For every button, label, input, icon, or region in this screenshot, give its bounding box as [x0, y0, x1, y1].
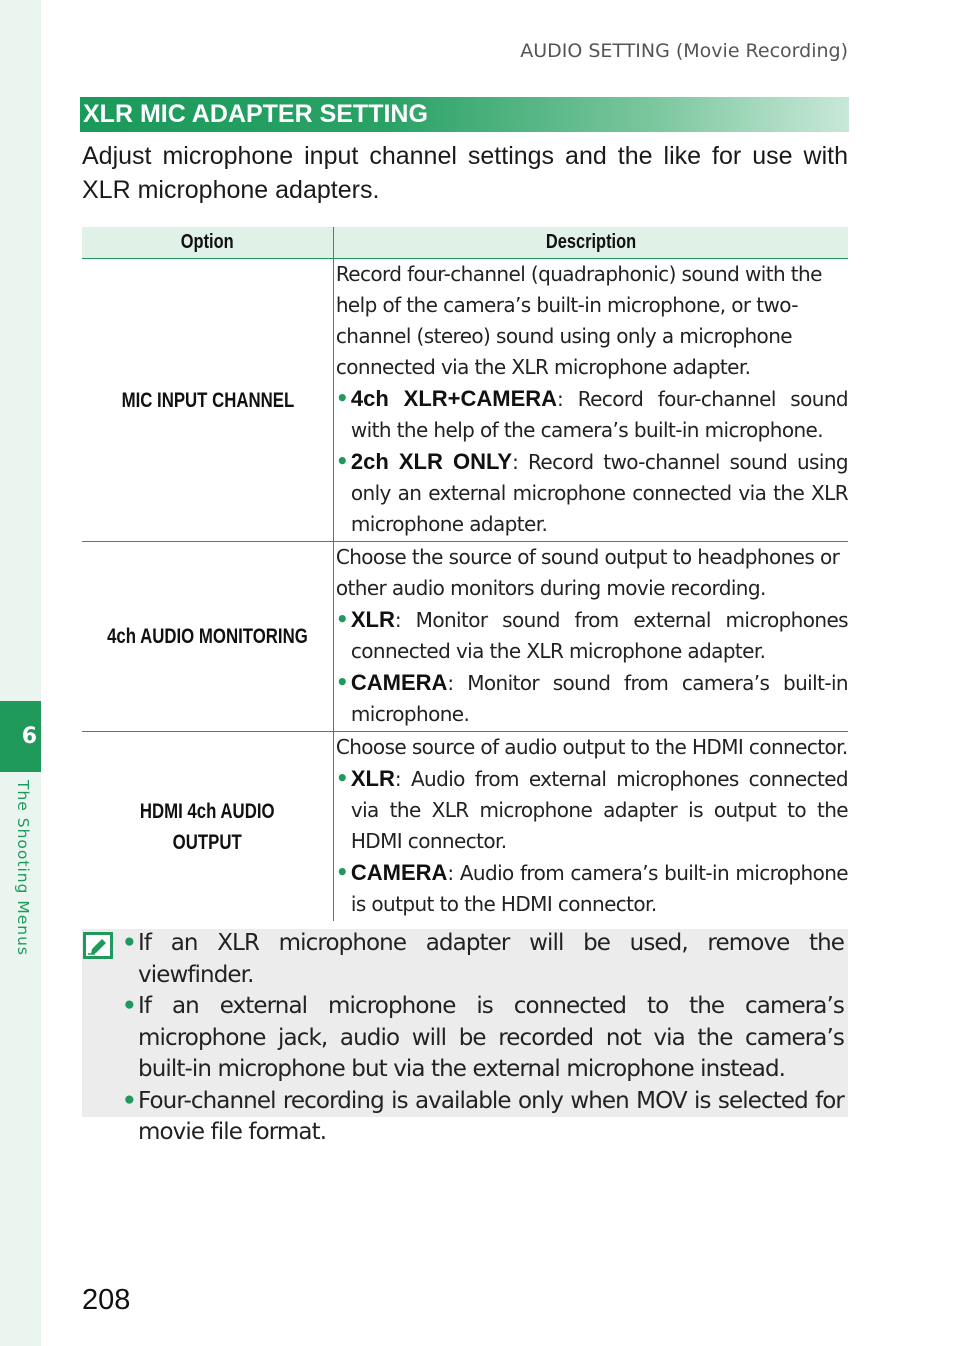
option-description — [333, 732, 848, 922]
setting-text: : Audio from camera’s built-in microphone is output to the HDMI connector. — [350, 861, 848, 916]
header-option: Option — [82, 227, 333, 259]
list-item — [336, 446, 848, 540]
note-box — [82, 929, 848, 1145]
setting-text: : Monitor sound from camera’s built-in microphone. — [350, 671, 848, 726]
chapter-tab — [0, 701, 41, 772]
table-row — [82, 259, 848, 542]
bullet: • — [335, 449, 349, 473]
side-margin — [0, 0, 41, 1346]
setting-text: : Record two-channel sound using only an external microphone connected via the XLR microphone adapter. — [350, 450, 848, 536]
setting-term: XLR — [350, 766, 395, 791]
list-item — [336, 857, 848, 920]
note-pencil-icon — [83, 932, 113, 959]
setting-term: XLR — [350, 607, 395, 632]
note-text: If an external microphone is connected to the camera’s microphone jack, audio will be recorded not via the camera’s built-in microphone but via the external microphone instead. — [138, 993, 844, 1082]
setting-term: CAMERA — [350, 670, 448, 695]
bullet: • — [335, 670, 349, 694]
option-name: MIC INPUT CHANNEL — [82, 259, 333, 542]
list-item — [122, 1086, 844, 1149]
bullet: • — [122, 1087, 137, 1114]
setting-term: CAMERA — [350, 860, 448, 885]
option-description — [333, 259, 848, 542]
option-description — [333, 542, 848, 732]
page-number: 208 — [82, 1284, 131, 1316]
description-lead: Choose source of audio output to the HDMI connector. — [335, 735, 848, 759]
setting-term: 4ch XLR+CAMERA — [350, 386, 558, 411]
setting-text: : Record four-channel sound with the help of the camera’s built-in microphone. — [350, 387, 849, 442]
list-item — [336, 763, 848, 857]
header-description: Description — [333, 227, 848, 259]
option-name: 4ch AUDIO MONITORING — [82, 542, 333, 732]
note-text: If an XLR microphone adapter will be used, remove the viewfinder. — [138, 930, 844, 988]
chapter-label: The Shooting Menus — [14, 780, 32, 956]
note-list — [122, 928, 844, 1149]
running-head: AUDIO SETTING (Movie Recording) — [520, 40, 848, 62]
setting-term: 2ch XLR ONLY — [350, 449, 513, 474]
list-item — [336, 604, 848, 667]
setting-text: : Monitor sound from external microphones connected via the XLR microphone adapter. — [350, 608, 848, 663]
table-row — [82, 542, 848, 732]
bullet: • — [335, 860, 349, 884]
list-item — [122, 991, 844, 1086]
list-item — [122, 928, 844, 991]
table-header — [82, 227, 848, 259]
intro-paragraph: Adjust microphone input channel settings and the like for use with XLR microphone adapters. — [82, 142, 848, 204]
chapter-number: 6 — [21, 724, 37, 749]
list-item — [336, 383, 848, 446]
bullet: • — [335, 607, 349, 631]
bullet: • — [335, 386, 349, 410]
table-row — [82, 732, 848, 922]
options-table — [82, 227, 848, 921]
note-text: Four-channel recording is available only when MOV is selected for movie file format. — [138, 1087, 844, 1145]
bullet: • — [122, 930, 137, 956]
setting-text: : Audio from external microphones connected via the XLR microphone adapter is output to the HDMI connector. — [350, 767, 848, 853]
bullet: • — [335, 766, 349, 790]
bullet: • — [122, 993, 137, 1019]
description-lead: Choose the source of sound output to headphones or other audio monitors during movie recording. — [335, 545, 840, 600]
option-name: HDMI 4ch AUDIO OUTPUT — [82, 732, 333, 922]
description-lead: Record four-channel (quadraphonic) sound with the help of the camera’s built-in microphone, or two-channel (stereo) sound using only a microphone connected via the XLR microphone adapter. — [335, 262, 822, 379]
section-title: XLR MIC ADAPTER SETTING — [80, 97, 849, 132]
list-item — [336, 667, 848, 730]
